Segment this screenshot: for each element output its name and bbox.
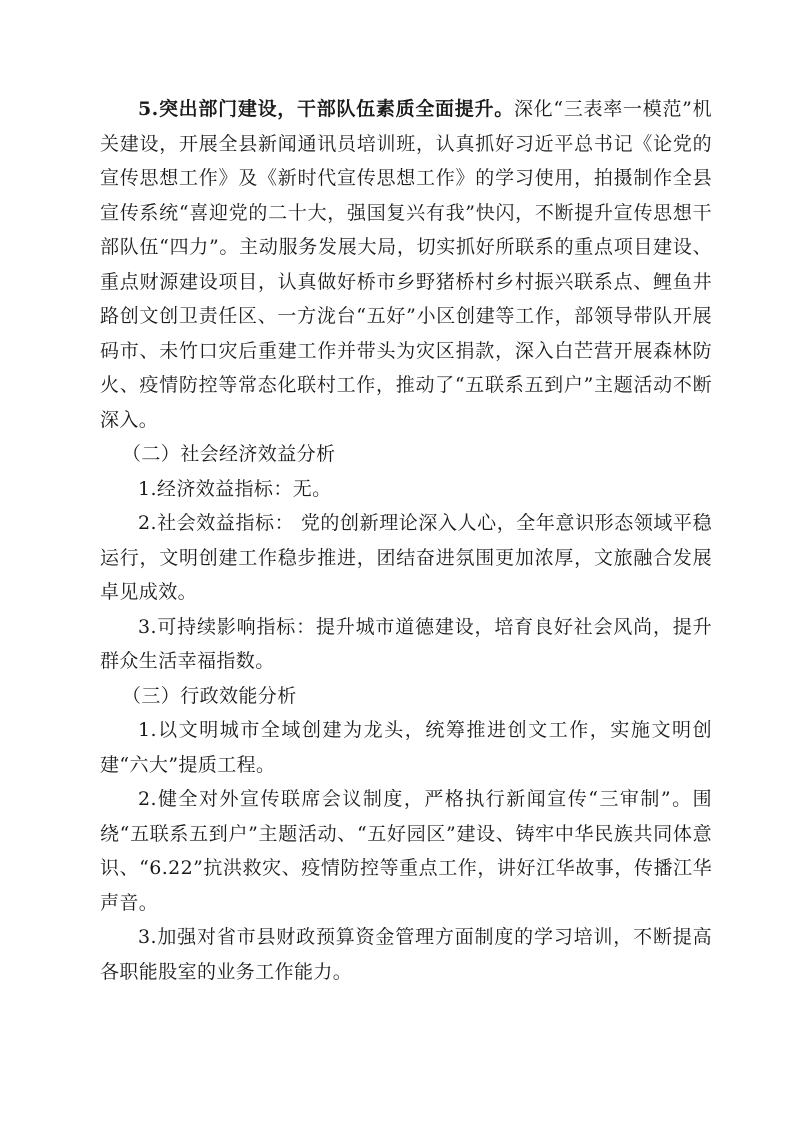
paragraph-sustainability-indicator: 3.可持续影响指标：提升城市道德建设，培育良好社会风尚，提升群众生活幸福指数。 — [100, 615, 712, 672]
paragraph-social-indicator: 2.社会效益指标： 党的创新理论深入人心，全年意识形态领域平稳运行，文明创建工作稳步推进，团结奋进氛围更加浓厚，文旅融合发展卓见成效。 — [100, 512, 712, 603]
paragraph-lead: 5.突出部门建设，干部队伍素质全面提升。 — [138, 98, 514, 120]
document-body — [100, 92, 712, 989]
paragraph-budget-training: 3.加强对省市县财政预算资金管理方面制度的学习培训，不断提高各职能股室的业务工作能力。 — [100, 926, 712, 983]
paragraph-civilization-creation: 1.以文明城市全域创建为龙头，统筹推进创文工作，实施文明创建“六大”提质工程。 — [100, 719, 712, 776]
section-heading-administrative: （三）行政效能分析 — [122, 684, 297, 707]
section-heading-socio-economic: （二）社会经济效益分析 — [122, 443, 336, 465]
paragraph-text: 深化“三表率一模范”机关建设，开展全县新闻通讯员培训班，认真抓好习近平总书记《论党的宣传思想工作》及《新时代宣传思想工作》的学习使用，拍摄制作全县宣传系统“喜迎党的二十大，强国复兴有我”快闪，不断提升宣传思想干部队伍“四力”。主动服务发展大局，切实抓好所联系的重点项目建设、重点财源建设项目，认真做好桥市乡野猪桥村乡村振兴联系点、鲤鱼井路创文创卫责任区、一方泷台“五好”小区创建等工作，部领导带队开展码市、未竹口灾后重建工作并带头为灾区捐款，深入白芒营开展森林防火、疫情防控等常态化联村工作，推动了“五联系五到户”主题活动不断深入。 — [100, 98, 712, 431]
paragraph-external-publicity: 2.健全对外宣传联席会议制度，严格执行新闻宣传“三审制”。围绕“五联系五到户”主题活动、“五好园区”建设、铸牢中华民族共同体意识、“6.22”抗洪救灾、疫情防控等重点工作，讲好江华故事，传播江华声音。 — [100, 788, 712, 914]
paragraph-department-building — [100, 92, 712, 437]
paragraph-economic-indicator: 1.经济效益指标：无。 — [138, 477, 332, 500]
